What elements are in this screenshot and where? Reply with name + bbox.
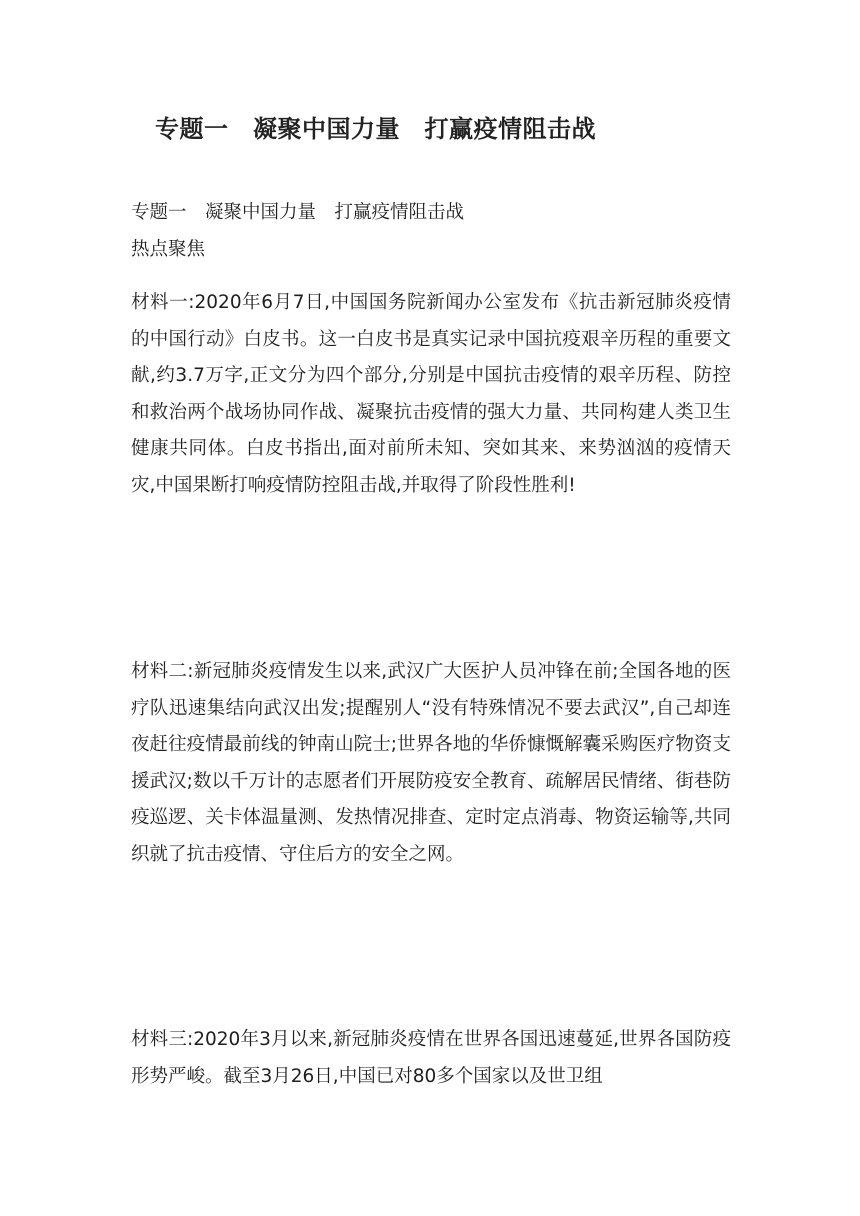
material-paragraph-3: 材料三:2020年3月以来,新冠肺炎疫情在世界各国迅速蔓延,世界各国防疫形势严峻。截至3月26日,中国已对80多个国家以及世卫组 <box>131 1029 731 1087</box>
material-paragraph-2: 材料二:新冠肺炎疫情发生以来,武汉广大医护人员冲锋在前;全国各地的医疗队迅速集结向武汉出发;提醒别人“没有特殊情况不要去武汉”,自己却连夜赶往疫情最前线的钟南山院士;世界各地的华侨慷慨解囊采购医疗物资支援武汉;数以千万计的志愿者们开展防疫安全教育、疏解居民情绪、街巷防疫巡逻、关卡体温量测、发热情况排查、定时定点消毒、物资运输等,共同织就了抗击疫情、守住后方的安全之网。 <box>131 661 731 865</box>
section-label: 热点聚焦 <box>131 239 206 260</box>
material-paragraph-1: 材料一:2020年6月7日,中国国务院新闻办公室发布《抗击新冠肺炎疫情的中国行动》白皮书。这一白皮书是真实记录中国抗疫艰辛历程的重要文献,约3.7万字,正文分为四个部分,分别是中国抗击疫情的艰辛历程、防控和救治两个战场协同作战、凝聚抗击疫情的强大力量、共同构建人类卫生健康共同体。白皮书指出,面对前所未知、突如其来、来势汹汹的疫情天灾,中国果断打响疫情防控阻击战,并取得了阶段性胜利! <box>131 292 731 496</box>
document-title: 专题一 凝聚中国力量 打赢疫情阻击战 <box>155 115 596 143</box>
topic-subheading: 专题一 凝聚中国力量 打赢疫情阻击战 <box>131 202 465 223</box>
